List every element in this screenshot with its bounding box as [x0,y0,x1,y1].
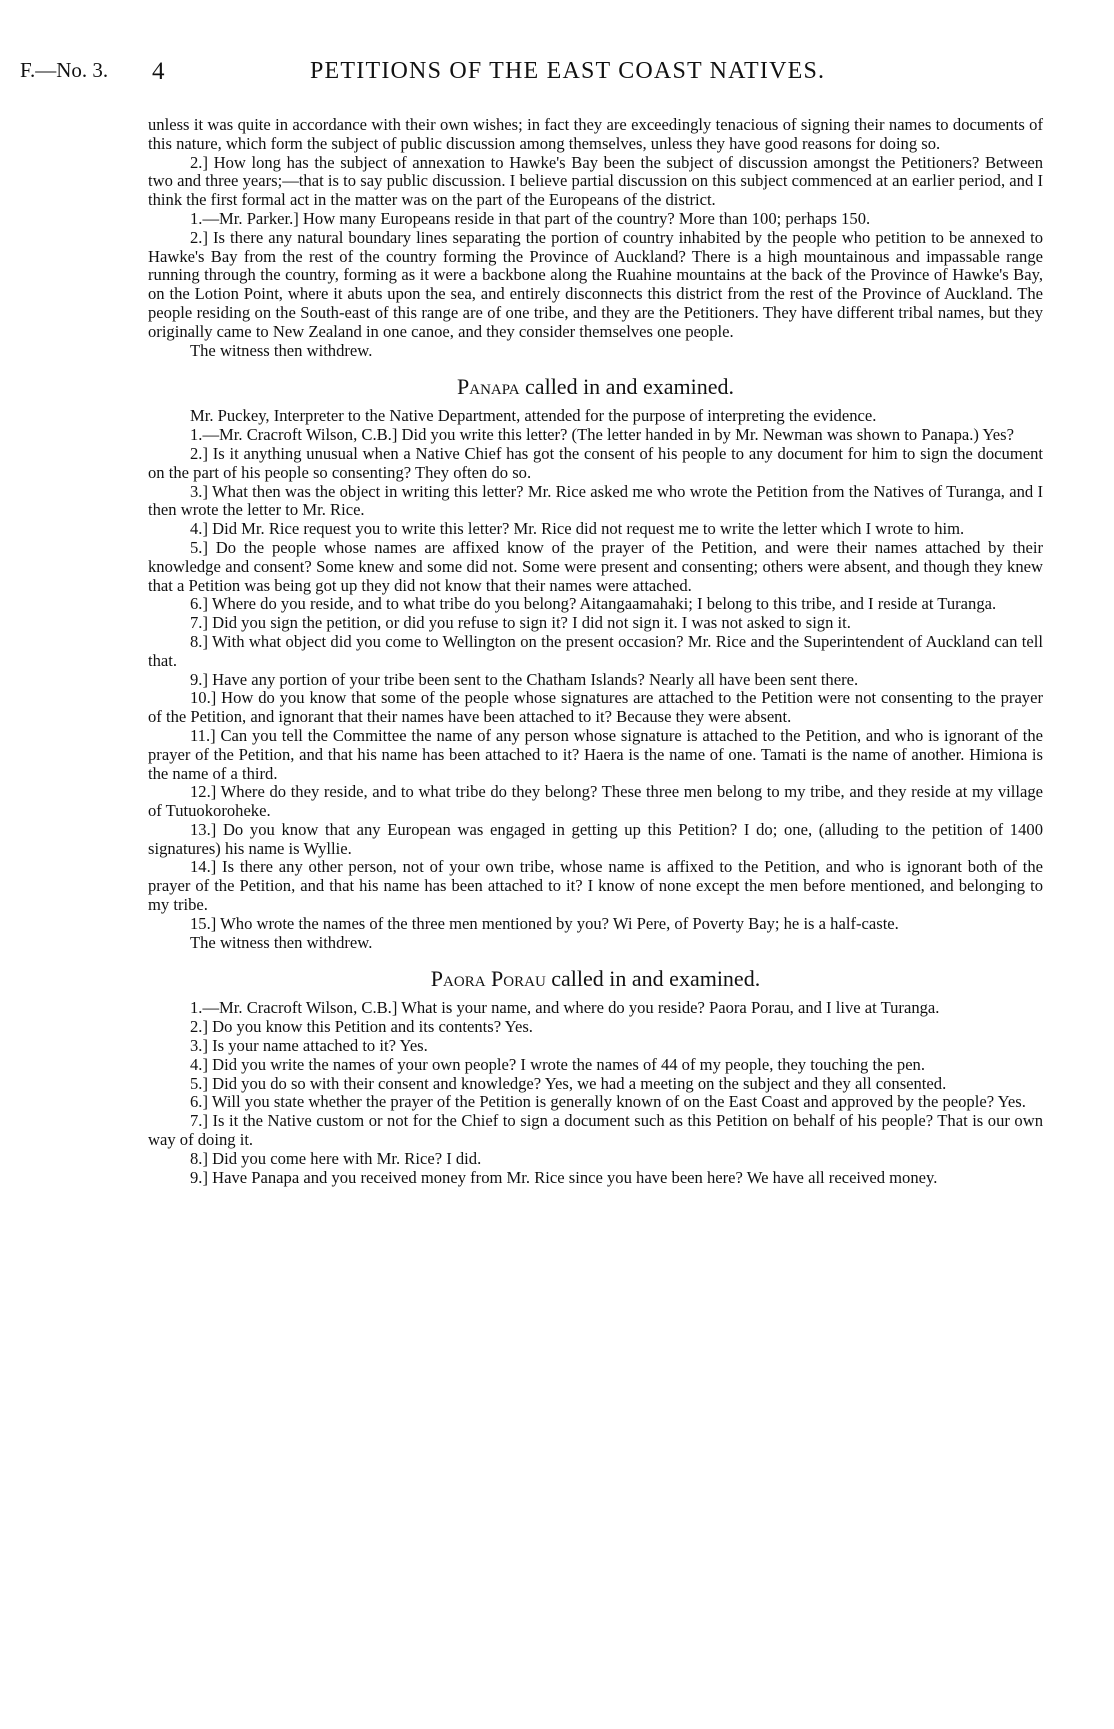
panapa-paragraph: 8.] With what object did you come to Wellington on the present occasion? Mr. Rice and the Superintendent of Auckland can tell that. [148,631,1043,670]
panapa-paragraph: 4.] Did Mr. Rice request you to write this letter? Mr. Rice did not request me to write the letter which I wrote to him. [190,519,965,539]
page-number: 4 [152,58,165,85]
panapa-paragraph: 3.] What then was the object in writing this letter? Mr. Rice asked me who wrote the Petition from the Natives of Turanga, and I then wrote the letter to Mr. Rice. [148,481,1043,520]
panapa-paragraph: 2.] Is it anything unusual when a Native Chief has got the consent of his people to any document for him to sign the document on the part of his people so consenting? They often do so. [148,443,1043,482]
panapa-paragraph: 12.] Where do they reside, and to what tribe do they belong? These three men belong to my tribe, and they reside at my village of Tutuokoroheke. [148,782,1043,821]
intro-paragraph: unless it was quite in accordance with their own wishes; in fact they are exceedingly tenacious of signing their names to documents of this nature, which form the subject of public discussion among themselves, unless they have good reasons for doing so. [148,115,1043,153]
panapa-paragraph: 1.—Mr. Cracroft Wilson, C.B.] Did you write this letter? (The letter handed in by Mr. Newman was shown to Panapa.) Yes? [190,425,1014,445]
witness-withdrew: The witness then withdrew. [190,932,373,952]
section-heading-paora-porau [148,966,1043,992]
paora-paragraph: 5.] Did you do so with their consent and knowledge? Yes, we had a meeting on the subject and they all consented. [190,1073,947,1093]
paora-paragraph: 7.] Is it the Native custom or not for the Chief to sign a document such as this Petition on behalf of his people? That is our own way of doing it. [148,1111,1043,1150]
panapa-paragraph: 10.] How do you know that some of the people whose signatures are attached to the Petition were not consenting to the prayer of the Petition, and ignorant that their names have been attached to it? Because they were absent. [148,688,1043,727]
witness-withdrew: The witness then withdrew. [190,340,373,360]
paora-paragraph: 2.] Do you know this Petition and its contents? Yes. [190,1017,533,1037]
paora-paragraph: 6.] Will you state whether the prayer of the Petition is generally known of on the East Coast and approved by the people? Yes. [190,1092,1026,1112]
paora-paragraph: 1.—Mr. Cracroft Wilson, C.B.] What is your name, and where do you reside? Paora Porau, and I live at Turanga. [190,998,940,1018]
intro-paragraph: 2.] How long has the subject of annexation to Hawke's Bay been the subject of discussion amongst the Petitioners? Between two and three years;—that is to say public discussion. I believe partial discussion on this subject commenced at an earlier period, and I think the first formal act in the matter was on the part of the Europeans of the district. [148,152,1043,210]
panapa-paragraph: 11.] Can you tell the Committee the name of any person whose signature is attached to the Petition, and who is ignorant of the prayer of the Petition, and that his name has been attached to it? Haera is the name of one. Tamati is the name of another. Himiona is the name of a third. [148,725,1043,783]
panapa-paragraph: 7.] Did you sign the petition, or did you refuse to sign it? I did not sign it. I was not asked to sign it. [190,613,851,633]
witness-name: Paora Porau [430,966,546,992]
panapa-paragraph: 9.] Have any portion of your tribe been sent to the Chatham Islands? Nearly all have been sent there. [190,669,859,689]
paora-paragraph: 3.] Is your name attached to it? Yes. [190,1036,428,1056]
page-header [20,58,1100,98]
panapa-paragraph: 6.] Where do you reside, and to what tribe do you belong? Aitangaamahaki; I belong to this tribe, and I reside at Turanga. [190,594,997,614]
panapa-paragraph: Mr. Puckey, Interpreter to the Native Department, attended for the purpose of interpreting the evidence. [190,406,877,426]
witness-name: Panapa [457,374,520,400]
panapa-paragraph: 5.] Do the people whose names are affixed know of the prayer of the Petition, and were their names attached by their knowledge and consent? Some knew and some did not. Some were present and consenting; others were absent, and though they knew that a Petition was being got up they did not know that their names were attached. [148,537,1043,595]
document-body [148,116,1043,1187]
intro-paragraph: 1.—Mr. Parker.] How many Europeans reside in that part of the country? More than 100; perhaps 150. [190,208,871,228]
panapa-paragraph: 14.] Is there any other person, not of your own tribe, whose name is affixed to the Petition, and who is ignorant both of the prayer of the Petition, and that his name has been attached to it? I know of none except the men before mentioned, and belonging to my tribe. [148,857,1043,915]
running-title: PETITIONS OF THE EAST COAST NATIVES. [310,58,826,84]
heading-text: called in and examined. [519,374,734,400]
panapa-paragraph: 13.] Do you know that any European was engaged in getting up this Petition? I do; one, (alluding to the petition of 1400 signatures) his name is Wyllie. [148,819,1043,858]
document-reference: F.—No. 3. [20,58,109,82]
heading-text: called in and examined. [545,966,761,992]
paora-paragraph: 9.] Have Panapa and you received money from Mr. Rice since you have been here? We have all received money. [190,1167,938,1187]
panapa-paragraph: 15.] Who wrote the names of the three men mentioned by you? Wi Pere, of Poverty Bay; he is a half-caste. [190,913,899,933]
paora-paragraph: 4.] Did you write the names of your own people? I wrote the names of 44 of my people, they touching the pen. [190,1054,926,1074]
section-heading-panapa [148,374,1043,400]
paora-paragraph: 8.] Did you come here with Mr. Rice? I did. [190,1148,482,1168]
intro-paragraph: 2.] Is there any natural boundary lines separating the portion of country inhabited by the people who petition to be annexed to Hawke's Bay from the rest of the country forming the Province of Auckland? There is a high mountainous and impassable range running through the country, forming as it were a backbone along the Ruahine mountains at the back of the Province of Hawke's Bay, on the Lotion Point, where it abuts upon the sea, and entirely disconnects this district from the rest of the Province of Auckland. The people residing on the South-east of this range are of one tribe, and they are the Petitioners. They have different tribal names, but they originally came to New Zealand in one canoe, and they consider themselves one people. [148,227,1043,341]
